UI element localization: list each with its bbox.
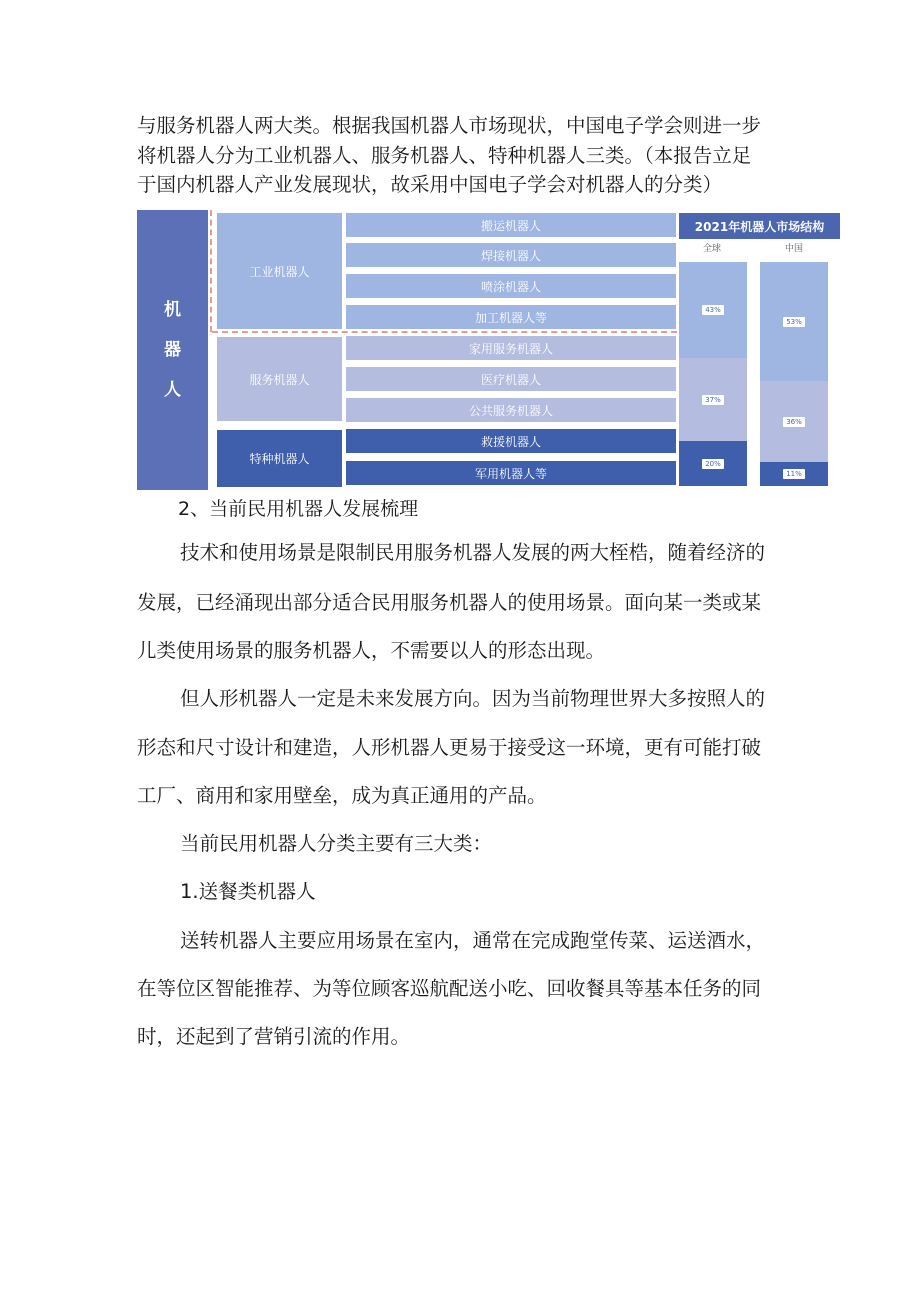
sub-household: 家用服务机器人 (346, 336, 676, 360)
sub-public-service: 公共服务机器人 (346, 398, 676, 422)
china-label-service: 36% (783, 417, 805, 427)
market-structure-title: 2021年机器人市场结构 (679, 213, 840, 239)
para4-line-1: 送转机器人主要应用场景在室内，通常在完成跑堂传菜、运送酒水， (180, 929, 766, 952)
root-block (137, 210, 208, 490)
sub-spraying: 喷涂机器人 (346, 274, 676, 298)
sub-handling: 搬运机器人 (346, 213, 676, 237)
list-item-food-delivery: 1.送餐类机器人 (180, 880, 316, 903)
market-bar-china (760, 262, 828, 486)
robot-classification-diagram (137, 210, 840, 490)
category-service: 服务机器人 (217, 337, 342, 421)
intro-line-1: 与服务机器人两大类。根据我国机器人市场现状，中国电子学会则进一步 (137, 114, 762, 137)
global-label-industrial: 43% (702, 305, 724, 315)
dashed-divider-horizontal (212, 331, 677, 333)
sub-welding: 焊接机器人 (346, 243, 676, 267)
root-char-1: 机 (164, 300, 181, 320)
market-col-global: 全球 (703, 244, 722, 254)
sub-rescue: 救援机器人 (346, 429, 676, 453)
para4-line-3: 时，还起到了营销引流的作用。 (137, 1025, 411, 1048)
para2-line-2: 形态和尺寸设计和建造，人形机器人更易于接受这一环境，更有可能打破 (137, 736, 762, 759)
root-char-2: 器 (164, 340, 181, 360)
global-segment-special (679, 441, 747, 486)
para2-line-1: 但人形机器人一定是未来发展方向。因为当前物理世界大多按照人的 (180, 687, 766, 710)
global-label-service: 37% (702, 395, 724, 405)
global-segment-industrial (679, 262, 747, 358)
root-char-3: 人 (164, 380, 181, 400)
para1-line-2: 发展，已经涌现出部分适合民用服务机器人的使用场景。面向某一类或某 (137, 591, 762, 614)
market-col-china: 中国 (785, 244, 804, 254)
sub-military: 军用机器人等 (346, 461, 676, 485)
intro-line-2: 将机器人分为工业机器人、服务机器人、特种机器人三类。（本报告立足 (137, 144, 752, 167)
sub-processing: 加工机器人等 (346, 305, 676, 329)
para1-line-1: 技术和使用场景是限制民用服务机器人发展的两大桎梏，随着经济的 (180, 541, 766, 564)
category-special: 特种机器人 (217, 430, 342, 487)
dashed-divider-vertical (210, 210, 212, 332)
para4-line-2: 在等位区智能推荐、为等位顾客巡航配送小吃、回收餐具等基本任务的同 (137, 977, 762, 1000)
china-label-special: 11% (783, 469, 805, 479)
category-industrial: 工业机器人 (217, 213, 342, 329)
para3: 当前民用机器人分类主要有三大类： (180, 832, 493, 855)
para1-line-3: 儿类使用场景的服务机器人，不需要以人的形态出现。 (137, 639, 606, 662)
intro-line-3: 于国内机器人产业发展现状，故采用中国电子学会对机器人的分类） (137, 173, 723, 196)
sub-medical: 医疗机器人 (346, 367, 676, 391)
market-bar-global (679, 262, 747, 486)
para2-line-3: 工厂、商用和家用壁垒，成为真正通用的产品。 (137, 784, 547, 807)
china-segment-industrial (760, 262, 828, 381)
china-label-industrial: 53% (783, 317, 805, 327)
china-segment-special (760, 462, 828, 486)
global-segment-service (679, 358, 747, 441)
section-heading: 2、当前民用机器人发展梳理 (178, 498, 419, 520)
china-segment-service (760, 381, 828, 462)
global-label-special: 20% (702, 459, 724, 469)
